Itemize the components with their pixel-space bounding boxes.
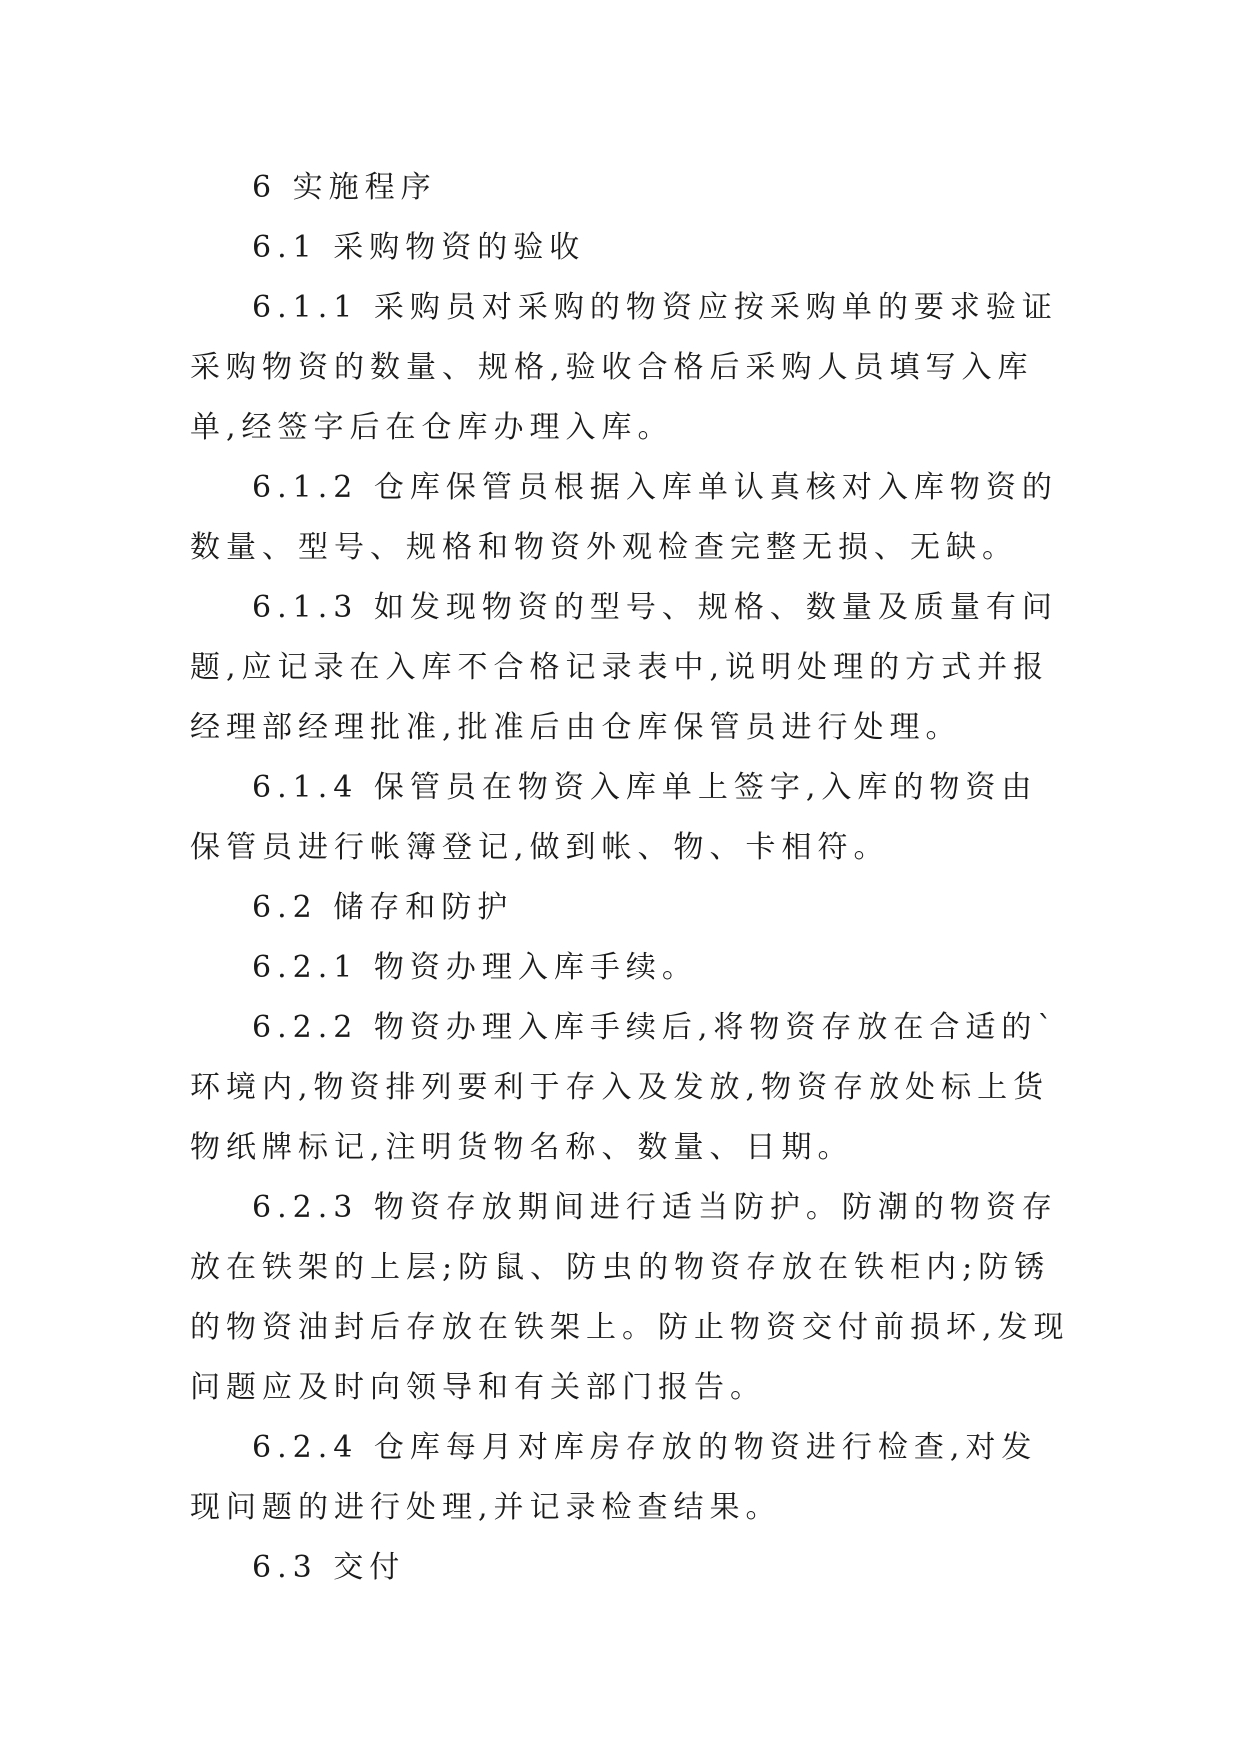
section-heading-6-1: 6.1 采购物资的验收 [252, 230, 586, 265]
paragraph-6-1-3: 6.1.3 如发现物资的型号、规格、数量及质量有问题,应记录在入库不合格记录表中,说明处理的方式并报经理部经理批准,批准后由仓库保管员进行处理。 [190, 590, 1058, 745]
document-body [190, 158, 1070, 1598]
paragraph-6-2-1: 6.2.1 物资办理入库手续。 [252, 950, 698, 985]
section-heading-6-2: 6.2 储存和防护 [252, 890, 514, 925]
section-heading-6: 6 实施程序 [252, 170, 437, 205]
paragraph-6-1-1: 6.1.1 采购员对采购的物资应按采购单的要求验证采购物资的数量、规格,验收合格后采购人员填写入库单,经签字后在仓库办理入库。 [190, 290, 1058, 445]
paragraph-6-1-4: 6.1.4 保管员在物资入库单上签字,入库的物资由保管员进行帐簿登记,做到帐、物、卡相符。 [190, 770, 1038, 865]
paragraph-6-2-2: 6.2.2 物资办理入库手续后,将物资存放在合适的`环境内,物资排列要利于存入及发放,物资存放处标上货物纸牌标记,注明货物名称、数量、日期。 [190, 1010, 1059, 1165]
paragraph-6-2-4: 6.2.4 仓库每月对库房存放的物资进行检查,对发现问题的进行处理,并记录检查结果。 [190, 1430, 1038, 1525]
section-heading-6-3: 6.3 交付 [252, 1550, 406, 1585]
paragraph-6-2-3: 6.2.3 物资存放期间进行适当防护。防潮的物资存放在铁架的上层;防鼠、防虫的物资存放在铁柜内;防锈的物资油封后存放在铁架上。防止物资交付前损坏,发现问题应及时向领导和有关部门报告。 [190, 1190, 1070, 1405]
paragraph-6-1-2: 6.1.2 仓库保管员根据入库单认真核对入库物资的数量、型号、规格和物资外观检查完整无损、无缺。 [190, 470, 1058, 565]
